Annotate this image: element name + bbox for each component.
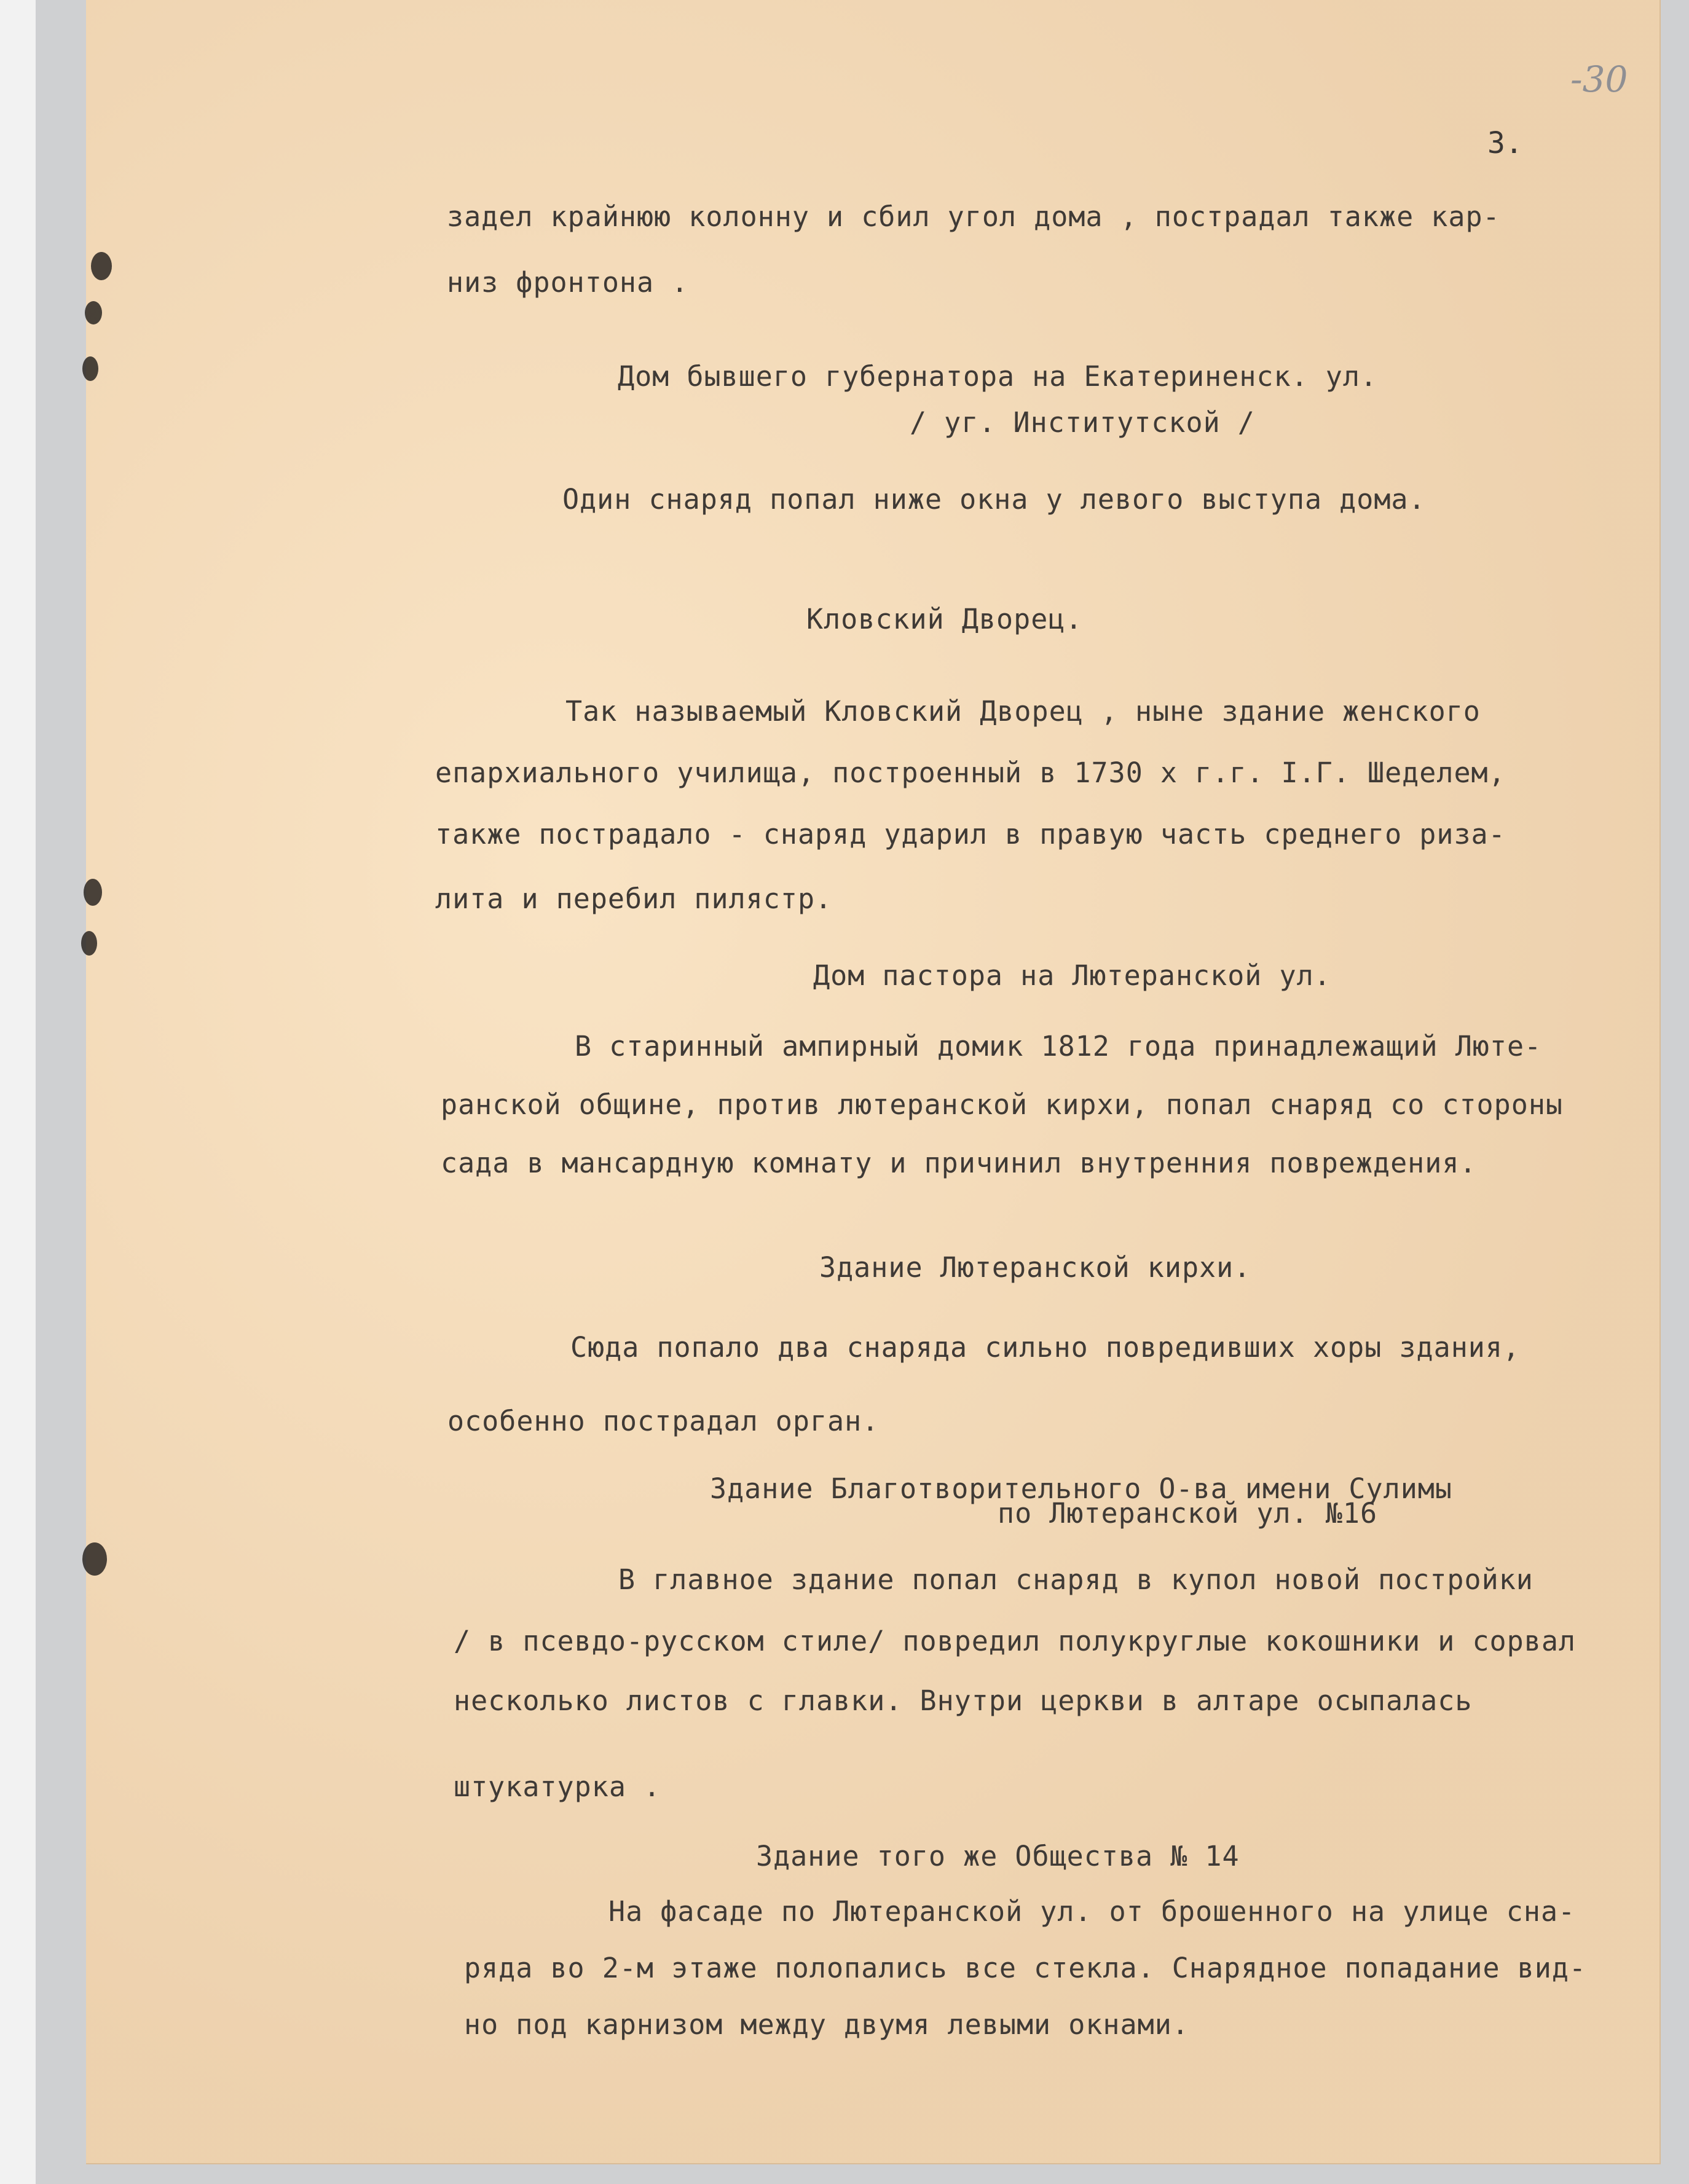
section-subheading: / уг. Институтской / — [910, 406, 1255, 439]
text-line: особенно пострадал орган. — [447, 1405, 880, 1437]
text-line: На фасаде по Лютеранской ул. от брошенного на улице сна- — [608, 1895, 1576, 1928]
text-line: низ фронтона . — [447, 266, 689, 299]
punch-hole — [91, 252, 112, 280]
punch-hole — [82, 356, 98, 381]
section-subheading: по Лютеранской ул. №16 — [998, 1497, 1378, 1530]
punch-hole — [84, 879, 102, 906]
text-line: В старинный ампирный домик 1812 года принадлежащий Люте- — [575, 1030, 1542, 1063]
text-line: также пострадало - снаряд ударил в правую часть среднего риза- — [435, 818, 1506, 850]
text-line: В главное здание попал снаряд в купол новой постройки — [618, 1563, 1533, 1596]
punch-hole — [82, 1542, 107, 1576]
archive-page-number: -30 — [1570, 58, 1628, 100]
section-heading: Кловский Дворец. — [806, 603, 1083, 635]
section-heading: Дом пастора на Лютеранской ул. — [813, 959, 1331, 992]
text-line: Так называемый Кловский Дворец , ныне здание женского — [565, 695, 1481, 728]
text-line: сада в мансардную комнату и причинил внутренния повреждения. — [441, 1147, 1477, 1179]
text-line: задел крайнюю колонну и сбил угол дома , пострадал также кар- — [447, 200, 1500, 233]
text-line: несколько листов с главки. Внутри церкви в алтаре осыпалась — [454, 1684, 1473, 1717]
text-line: но под карнизом между двумя левыми окнами. — [464, 2008, 1189, 2041]
section-heading: Здание Лютеранской кирхи. — [819, 1251, 1251, 1284]
text-line: Сюда попало два снаряда сильно повредивших хоры здания, — [570, 1331, 1521, 1364]
text-line: лита и перебил пилястр. — [435, 882, 833, 915]
text-line: штукатурка . — [454, 1770, 661, 1803]
section-heading: Здание того же Общества № 14 — [756, 1840, 1240, 1872]
text-line: ранской общине, против лютеранской кирхи, попал снаряд со стороны — [441, 1088, 1563, 1121]
text-line: ряда во 2-м этаже полопались все стекла. Снарядное попадание вид- — [464, 1952, 1586, 1984]
scanner-margin — [0, 0, 36, 2184]
text-line: / в псевдо-русском стиле/ повредил полукруглые кокошники и сорвал — [454, 1625, 1576, 1657]
page-number: 3. — [1487, 126, 1523, 160]
section-heading: Дом бывшего губернатора на Екатериненск. ул. — [618, 360, 1378, 393]
text-line: епархиального училища, построенный в 1730 х г.г. I.Г. Шеделем, — [435, 756, 1506, 789]
text-line: Один снаряд попал ниже окна у левого выступа дома. — [562, 483, 1426, 516]
punch-hole — [81, 931, 97, 956]
punch-hole — [85, 301, 102, 324]
section-heading: Здание Благотворительного О-ва имени Сулимы — [710, 1472, 1452, 1505]
